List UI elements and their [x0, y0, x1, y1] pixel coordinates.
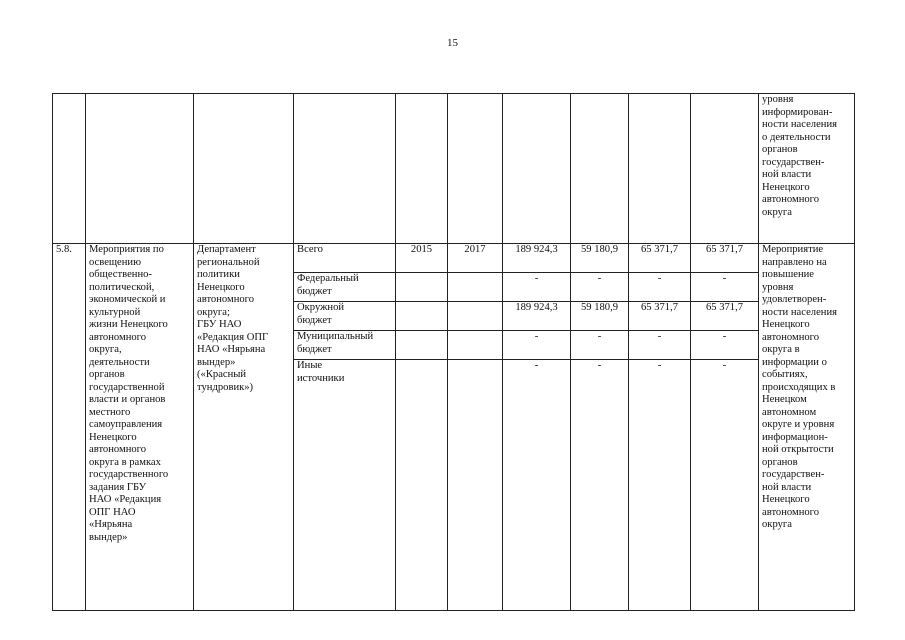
source-label: Окружной бюджет: [294, 302, 396, 331]
amount-total: 189 924,3: [503, 302, 571, 331]
end-year: 2017: [448, 244, 503, 273]
table-cell: [448, 94, 503, 244]
page-number: 15: [447, 37, 458, 49]
table-cell: [396, 302, 448, 331]
table-cell: [448, 331, 503, 360]
table-cell: [194, 94, 294, 244]
table-cell: [396, 273, 448, 302]
event-name: Мероприятия по освещению общественно- политической, экономической и культурной жизни Ненецкого автономного округа, деятельности органов государственной власти и органов местного самоуправления Ненецкого автономного округа в рамках государственного задания ГБУ НАО «Редакция ОПГ НАО «Нярьяна вындер»: [86, 244, 194, 611]
amount-year: 59 180,9: [571, 302, 629, 331]
table-row: [53, 94, 855, 244]
amount-total: 189 924,3: [503, 244, 571, 273]
amount-year: -: [691, 360, 759, 611]
table-cell: [571, 94, 629, 244]
table-cell: [629, 94, 691, 244]
amount-year: -: [571, 360, 629, 611]
amount-total: -: [503, 273, 571, 302]
amount-year: -: [571, 331, 629, 360]
executor: Департамент региональной политики Ненецкого автономного округа; ГБУ НАО «Редакция ОПГ НАО «Нярьяна вындер» («Красный тундровик»): [194, 244, 294, 611]
table-cell: [53, 94, 86, 244]
amount-year: 65 371,7: [629, 244, 691, 273]
table-cell: [396, 331, 448, 360]
item-number: 5.8.: [53, 244, 86, 611]
result-cell: Мероприятие направлено на повышение уровня удовлетворен- ности населения Ненецкого автономного округа в информации о событиях, происходящих в Ненецком автономном округе и уровня информацион- ной открытости органов государствен- ной власти Ненецкого автономного округа: [759, 244, 855, 611]
table-cell: [448, 273, 503, 302]
table-row: [53, 244, 855, 273]
table-cell: [86, 94, 194, 244]
table-cell: [294, 94, 396, 244]
amount-year: -: [629, 360, 691, 611]
amount-year: 65 371,7: [691, 244, 759, 273]
result-cell: уровня информирован- ности населения о деятельности органов государствен- ной власти Ненецкого автономного округа: [759, 94, 855, 244]
amount-year: -: [691, 273, 759, 302]
amount-year: -: [629, 273, 691, 302]
amount-total: -: [503, 331, 571, 360]
source-label: Иные источники: [294, 360, 396, 611]
source-label: Федеральный бюджет: [294, 273, 396, 302]
amount-year: -: [691, 331, 759, 360]
table-cell: [691, 94, 759, 244]
start-year: 2015: [396, 244, 448, 273]
source-label: Всего: [294, 244, 396, 273]
amount-year: 65 371,7: [629, 302, 691, 331]
source-label: Муниципальный бюджет: [294, 331, 396, 360]
table-cell: [396, 94, 448, 244]
table-cell: [448, 302, 503, 331]
amount-total: -: [503, 360, 571, 611]
table-cell: [503, 94, 571, 244]
amount-year: -: [571, 273, 629, 302]
program-events-table: [52, 93, 855, 611]
amount-year: 59 180,9: [571, 244, 629, 273]
table-cell: [396, 360, 448, 611]
table-cell: [448, 360, 503, 611]
amount-year: 65 371,7: [691, 302, 759, 331]
amount-year: -: [629, 331, 691, 360]
